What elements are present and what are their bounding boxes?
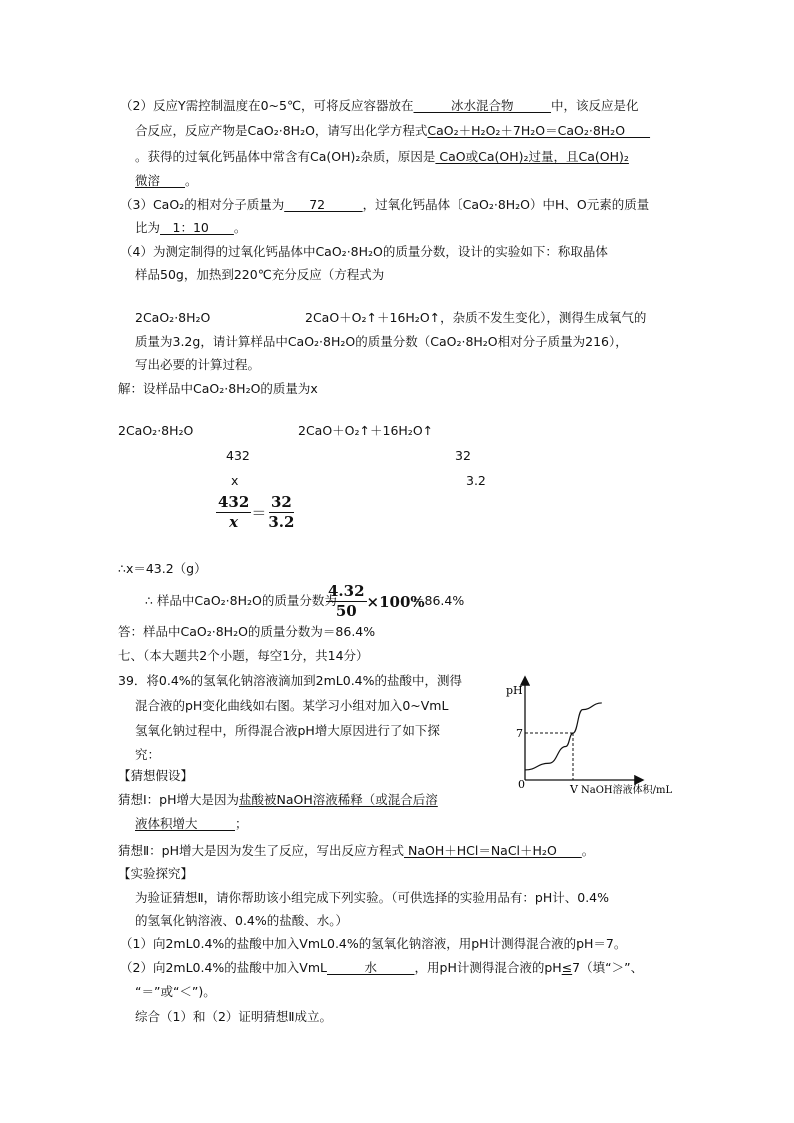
answer-blank: CaO₂＋H₂O₂＋7H₂O＝CaO₂·8H₂O bbox=[427, 123, 651, 138]
text-segment: 。 bbox=[581, 843, 595, 858]
fraction-numerator: 4.32 bbox=[328, 582, 365, 600]
answer-blank: 72 bbox=[284, 197, 363, 212]
answer-blank: ≤ bbox=[561, 960, 573, 975]
text-line bbox=[135, 723, 440, 739]
fraction-denominator: x bbox=[229, 513, 239, 531]
text-segment: 32 bbox=[455, 448, 471, 463]
text-line bbox=[118, 843, 594, 859]
text-line bbox=[118, 561, 207, 577]
text-segment: 。 bbox=[185, 173, 198, 188]
text-segment: 2CaO＋O₂↑＋16H₂O↑ bbox=[298, 423, 434, 438]
text-segment: ，过氧化钙晶体〔CaO₂·8H₂O）中H、O元素的质量 bbox=[362, 197, 650, 212]
text-line bbox=[298, 423, 433, 439]
text-segment: 氢氧化钠过程中，所得混合液pH增大原因进行了如下探 bbox=[135, 723, 440, 738]
text-segment: 【实验探究】 bbox=[118, 866, 194, 881]
text-segment: ＝86.4% bbox=[412, 593, 465, 608]
ph-curve-chart bbox=[500, 672, 690, 802]
text-line bbox=[135, 698, 448, 714]
text-line bbox=[120, 936, 626, 952]
text-line bbox=[135, 220, 246, 236]
text-line bbox=[118, 423, 193, 439]
text-line bbox=[135, 913, 348, 929]
proportion-equation bbox=[216, 493, 296, 532]
text-segment: （2）反应Y需控制温度在0~5℃，可将反应容器放在 bbox=[120, 98, 414, 113]
text-segment: “＝”或“＜”)。 bbox=[135, 984, 216, 999]
text-segment: ，用pH计测得混合液的pH bbox=[414, 960, 562, 975]
times-100-percent: ×100% bbox=[366, 592, 425, 611]
percentage-formula bbox=[326, 582, 425, 621]
text-segment: （2）向2mL0.4%的盐酸中加入VmL bbox=[120, 960, 327, 975]
text-segment: ； bbox=[235, 816, 248, 831]
text-segment: （4）为测定制得的过氧化钙晶体中CaO₂·8H₂O的质量分数，设计的实验如下：称取晶体 bbox=[120, 244, 608, 259]
answer-blank: CaO或Ca(OH)₂过量，且Ca(OH)₂ bbox=[435, 149, 629, 164]
text-line bbox=[135, 173, 198, 189]
text-segment: 混合液的pH变化曲线如右图。某学习小组对加入0~VmL bbox=[135, 698, 449, 713]
fraction-numerator: 432 bbox=[218, 493, 250, 511]
answer-blank: 液体积增大 bbox=[135, 816, 236, 831]
text-line bbox=[118, 866, 193, 882]
text-segment: 。 bbox=[233, 220, 247, 235]
text-line bbox=[135, 984, 216, 1000]
text-segment: 质量为3.2g，请计算样品中CaO₂·8H₂O的质量分数（CaO₂·8H₂O相对分子质量为216）， bbox=[135, 334, 628, 349]
equals-sign: ＝ bbox=[251, 504, 267, 522]
x-axis-label: NaOH溶液体积/mL bbox=[581, 785, 673, 796]
text-line bbox=[135, 357, 260, 373]
origin-label: 0 bbox=[518, 778, 525, 791]
text-line bbox=[135, 334, 628, 350]
text-segment: ∴x＝43.2（g） bbox=[118, 561, 207, 576]
text-segment: （3）CaO₂的相对分子质量为 bbox=[120, 197, 285, 212]
text-line bbox=[135, 1009, 332, 1025]
text-line bbox=[118, 792, 438, 808]
text-line bbox=[120, 197, 649, 213]
text-segment: 2CaO₂·8H₂O bbox=[135, 310, 211, 325]
text-line bbox=[455, 448, 471, 464]
text-line bbox=[135, 123, 650, 139]
text-segment: 39．将0.4%的氢氧化钠溶液滴加到2mL0.4%的盐酸中，测得 bbox=[118, 673, 463, 688]
answer-blank: 水 bbox=[327, 960, 415, 975]
text-segment: ∴ 样品中CaO₂·8H₂O的质量分数为 bbox=[145, 593, 337, 608]
text-line bbox=[118, 768, 193, 784]
text-segment: 合反应，反应产物是CaO₂·8H₂O，请写出化学方程式 bbox=[135, 123, 428, 138]
text-segment: 2CaO＋O₂↑＋16H₂O↑，杂质不发生变化），测得生成氧气的 bbox=[305, 310, 647, 325]
text-segment: 猜想Ⅱ：pH增大是因为发生了反应，写出反应方程式 bbox=[118, 843, 404, 858]
text-line bbox=[118, 381, 318, 397]
text-line bbox=[135, 267, 384, 283]
text-segment: 比为 bbox=[135, 220, 161, 235]
text-line bbox=[120, 98, 639, 114]
text-line bbox=[135, 149, 629, 165]
text-line bbox=[135, 890, 609, 906]
text-line bbox=[118, 648, 369, 664]
text-segment: （1）向2mL0.4%的盐酸中加入VmL0.4%的氢氧化钠溶液，用pH计测得混合液的pH＝7。 bbox=[120, 936, 627, 951]
text-line bbox=[118, 673, 462, 689]
text-line bbox=[135, 747, 160, 763]
text-line bbox=[135, 310, 210, 326]
fraction-numerator: 32 bbox=[270, 493, 292, 511]
text-line bbox=[305, 310, 646, 326]
fraction-denominator: 50 bbox=[335, 602, 357, 620]
text-segment: 中，该反应是化 bbox=[551, 98, 639, 113]
text-line bbox=[135, 816, 248, 832]
text-segment: 7（填“＞”、 bbox=[572, 960, 644, 975]
text-line bbox=[118, 624, 375, 640]
answer-blank: 1：10 bbox=[160, 220, 234, 235]
text-line bbox=[466, 473, 486, 489]
text-segment: 七、（本大题共2个小题，每空1分，共14分） bbox=[118, 648, 369, 663]
text-segment: 【猜想假设】 bbox=[118, 768, 194, 783]
text-segment: 猜想Ⅰ：pH增大是因为 bbox=[118, 792, 240, 807]
answer-blank: 微溶 bbox=[135, 173, 186, 188]
text-segment: x bbox=[231, 473, 239, 488]
text-segment: 究： bbox=[135, 747, 161, 762]
y-axis-label: pH bbox=[506, 684, 523, 697]
text-line bbox=[145, 593, 337, 609]
text-line bbox=[231, 473, 238, 489]
text-line bbox=[226, 448, 250, 464]
text-segment: 解：设样品中CaO₂·8H₂O的质量为x bbox=[118, 381, 318, 396]
text-segment: 样品50g，加热到220℃充分反应（方程式为 bbox=[135, 267, 385, 282]
text-segment: 为验证猜想Ⅱ，请你帮助该小组完成下列实验。（可供选择的实验用品有：pH计、0.4% bbox=[135, 890, 609, 905]
text-segment: 432 bbox=[226, 448, 250, 463]
text-segment: 。获得的过氧化钙晶体中常含有Ca(OH)₂杂质，原因是 bbox=[135, 149, 436, 164]
answer-blank: 冰水混合物 bbox=[413, 98, 552, 113]
text-segment: 2CaO₂·8H₂O bbox=[118, 423, 194, 438]
y-tick-7: 7 bbox=[516, 727, 523, 740]
text-segment: 答：样品中CaO₂·8H₂O的质量分数为＝86.4% bbox=[118, 624, 376, 639]
answer-blank: NaOH＋HCl＝NaCl＋H₂O bbox=[404, 843, 582, 858]
text-line bbox=[120, 244, 608, 260]
fraction-denominator: 3.2 bbox=[268, 513, 295, 531]
x-tick-v: V bbox=[570, 783, 578, 796]
ph-curve bbox=[525, 703, 602, 770]
text-segment: 写出必要的计算过程。 bbox=[135, 357, 261, 372]
text-line bbox=[120, 960, 643, 976]
text-segment: 3.2 bbox=[466, 473, 486, 488]
text-segment: 的氢氧化钠溶液、0.4%的盐酸、水。） bbox=[135, 913, 349, 928]
text-segment: 综合（1）和（2）证明猜想Ⅱ成立。 bbox=[135, 1009, 333, 1024]
answer-blank: 盐酸被NaOH溶液稀释（或混合后溶 bbox=[239, 792, 438, 807]
